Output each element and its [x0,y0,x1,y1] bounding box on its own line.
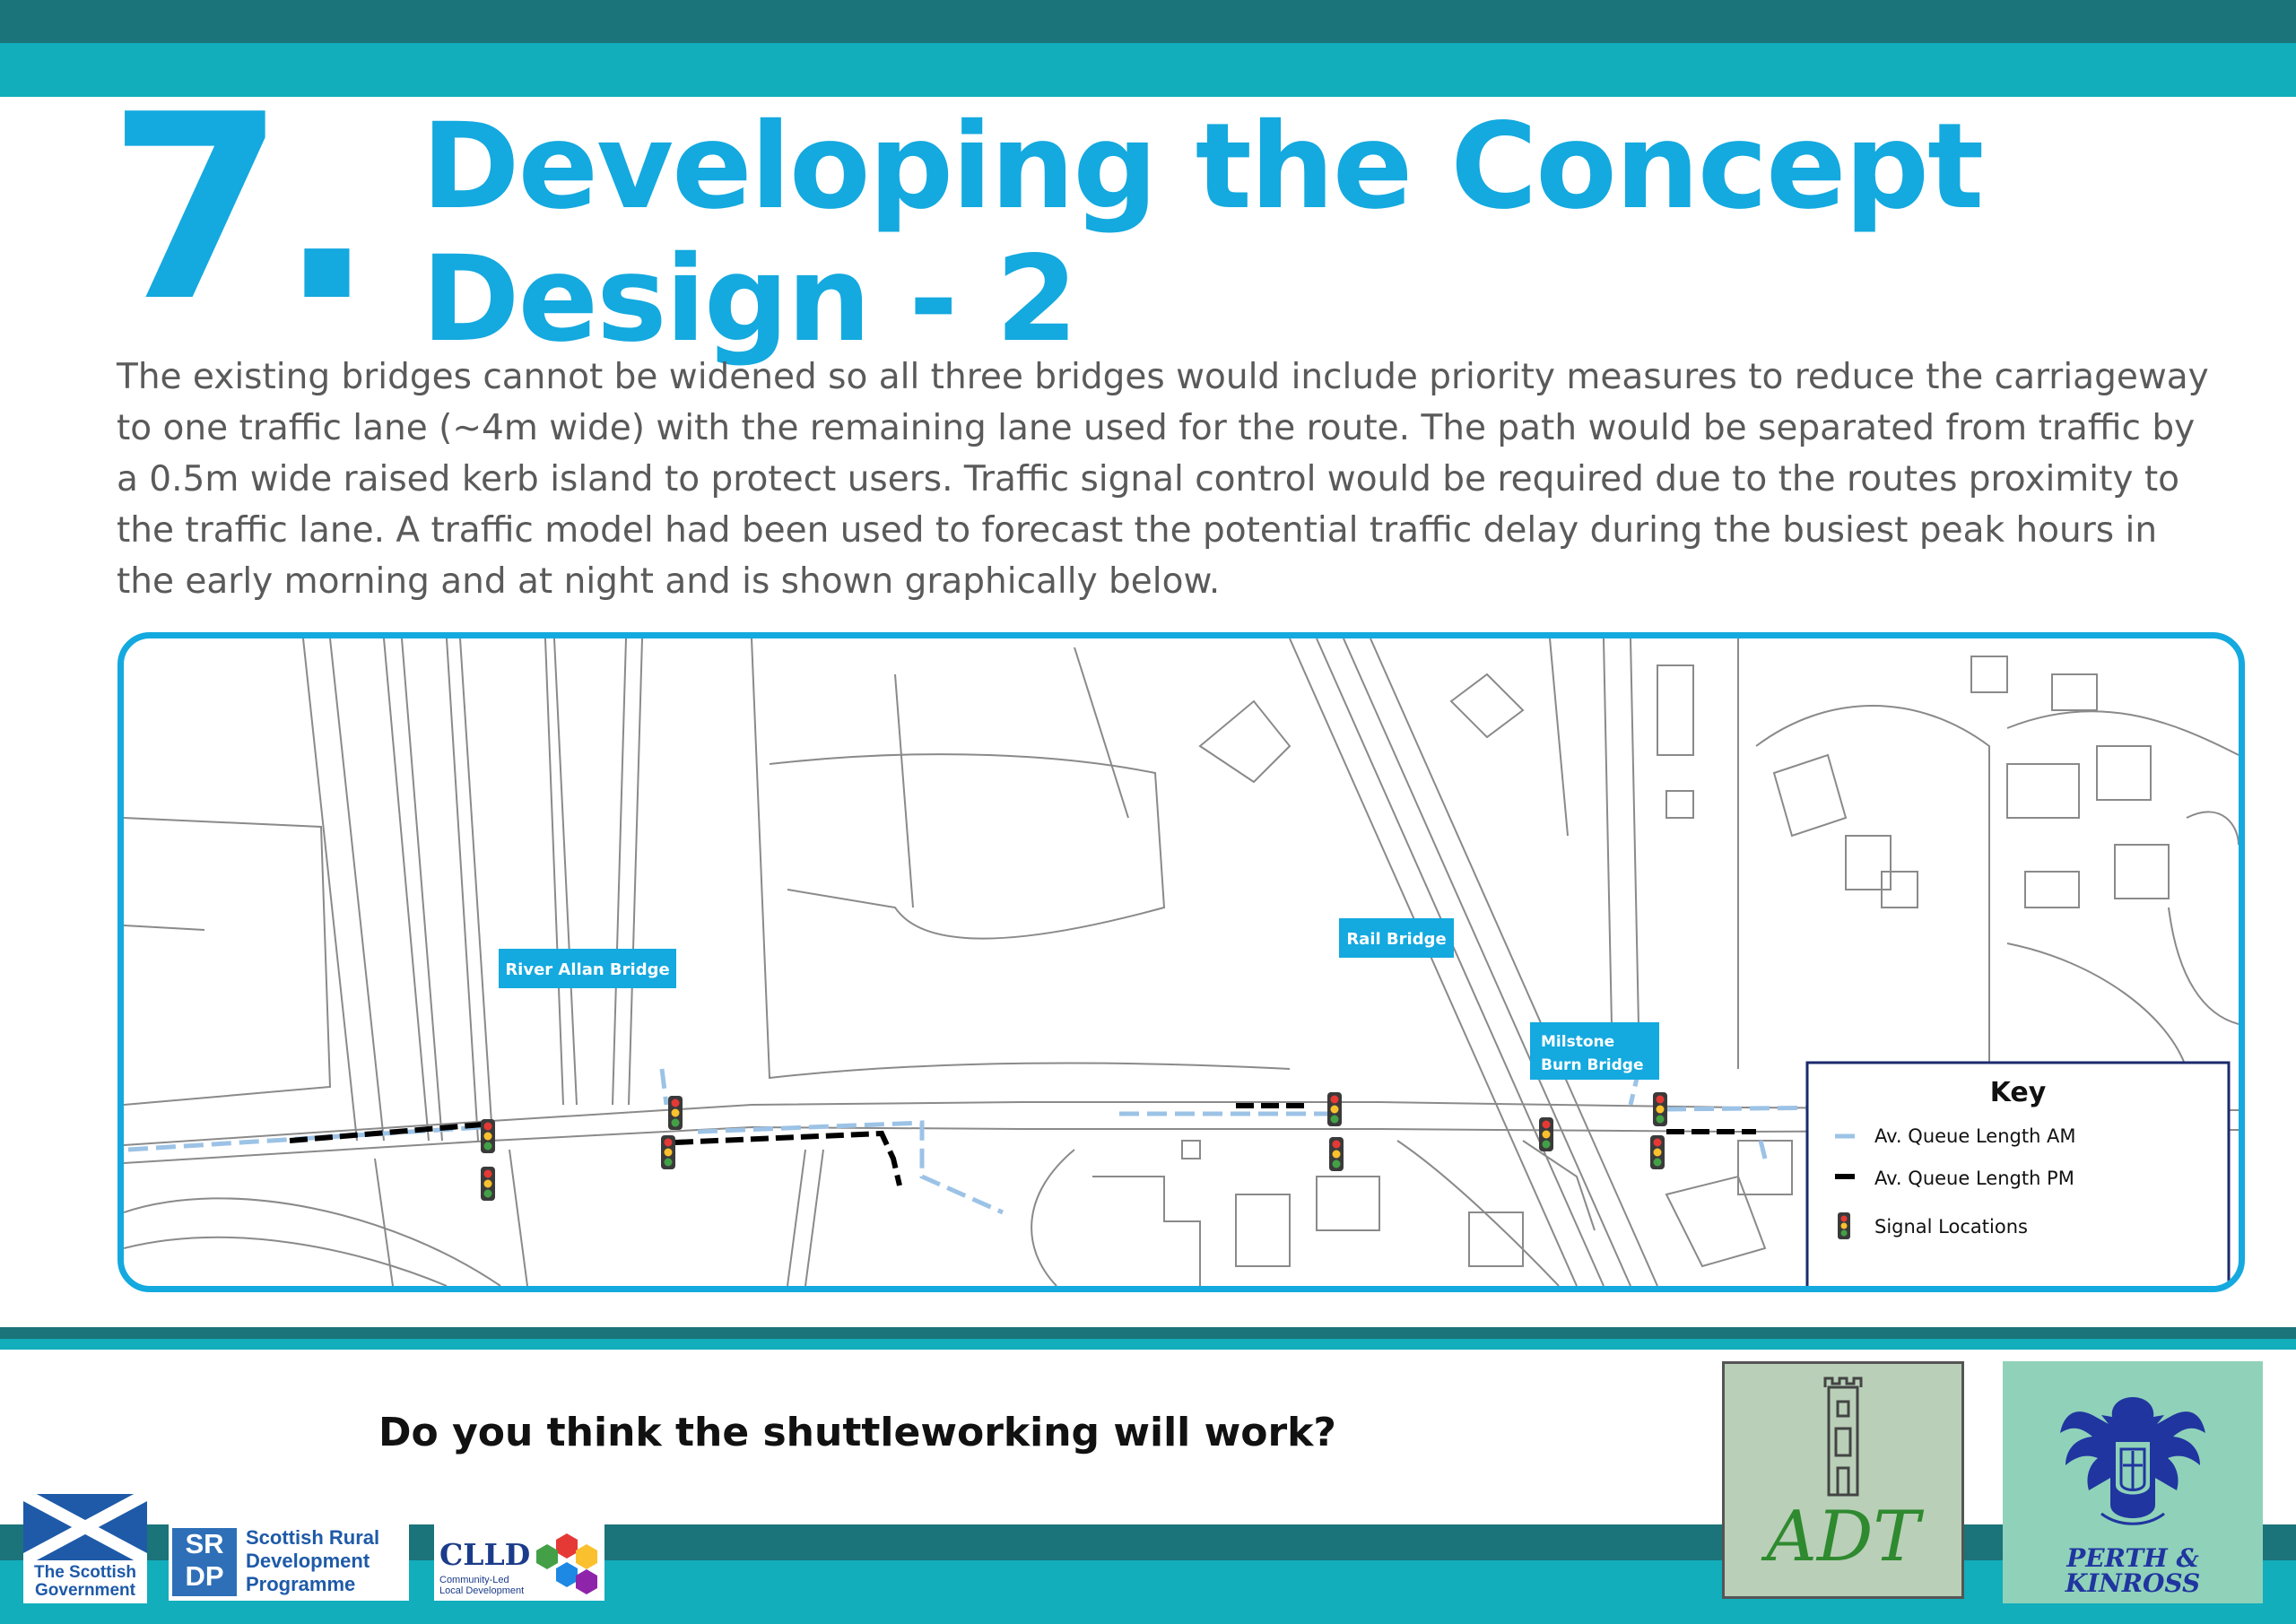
intro-paragraph: The existing bridges cannot be widened so all three bridges would include priority measures to reduce the carriageway to one traffic lane (~4m wide) with the remaining lane used for the route. The path would be separated from traffic by a 0.5m wide raised kerb island to protect users. Traffic signal control would be required due to the routes proximity to the traffic lane. A traffic model had been used to forecast the potential traffic delay during the busiest peak hours in the early morning and at night and is shown graphically below. [117,357,2209,602]
gov-line-2: Government [35,1581,135,1600]
top-band-dark [0,0,2296,43]
perth-kinross-logo [2003,1361,2263,1603]
clld-text: CLLD [439,1537,531,1572]
section-number: 7. [108,60,369,358]
map-drawing [124,638,2239,1286]
traffic-signal [1327,1092,1342,1126]
traffic-signals [481,1092,1667,1201]
gov-line-1: The Scottish [33,1563,136,1582]
srdp-text [246,1526,407,1596]
traffic-signal [1653,1092,1667,1126]
label-milstone-line1: Milstone [1541,1033,1615,1051]
traffic-signal [1329,1137,1344,1171]
traffic-signal [668,1096,683,1130]
footer-band-dark [0,1327,2296,1339]
gov-logo-text [23,1564,147,1600]
key-am-label: Av. Queue Length AM [1874,1125,2076,1147]
queue-pm-lines [290,1106,1756,1185]
srdp-line-3: Programme [246,1573,356,1595]
clld-line-2: Local Development [439,1585,525,1596]
queue-am-line [698,1123,1003,1212]
eagle-crest-icon [2057,1379,2209,1541]
tower-icon [1816,1375,1870,1500]
clld-line-1: Community-Led [439,1575,509,1585]
label-rail-bridge [1339,918,1454,958]
label-milstone-burn-bridge [1530,1022,1659,1080]
queue-am-line [1761,1141,1765,1159]
perth-kinross-text [2003,1543,2263,1598]
traffic-map [117,632,2245,1292]
map-key [1807,1063,2229,1286]
srdp-logo [169,1524,409,1601]
traffic-signal [481,1119,495,1153]
traffic-signal [481,1167,495,1201]
title-line-2: Design - 2 [422,230,1076,369]
srdp-mark [172,1528,237,1596]
title-line-1: Developing the Concept [422,98,1983,236]
traffic-signal [661,1135,675,1169]
page-title [422,98,1983,369]
srdp-line-2: Development [246,1550,370,1572]
clld-subtext [439,1575,538,1596]
footer-question: Do you think the shuttleworking will work? [378,1410,1336,1455]
adt-logo [1722,1361,1964,1599]
traffic-signal [1650,1135,1665,1169]
saltire-icon [23,1494,147,1560]
key-pm-label: Av. Queue Length PM [1874,1168,2074,1189]
queue-am-line [662,1069,666,1105]
queue-pm-line [675,1133,900,1185]
traffic-signal [1539,1117,1553,1151]
key-signals-label: Signal Locations [1874,1216,2028,1238]
key-title: Key [1989,1077,2047,1108]
label-milstone-line2: Burn Bridge [1541,1056,1644,1074]
clld-logo [434,1524,604,1601]
footer-band-light [0,1339,2296,1350]
label-river-allan-text: River Allan Bridge [505,960,670,979]
srdp-mark-top: SR [185,1528,224,1559]
perth-line-1: PERTH & [2066,1543,2199,1573]
srdp-mark-bottom: DP [185,1560,224,1592]
hexagon-cluster-icon [533,1532,601,1596]
scottish-government-logo [23,1494,147,1603]
adt-logo-text: ADT [1766,1497,1920,1577]
perth-line-2: KINROSS [2065,1568,2201,1598]
key-signal-swatch [1838,1212,1850,1239]
srdp-line-1: Scottish Rural [246,1526,380,1549]
label-river-allan-bridge [499,949,676,988]
label-rail-text: Rail Bridge [1346,930,1447,949]
